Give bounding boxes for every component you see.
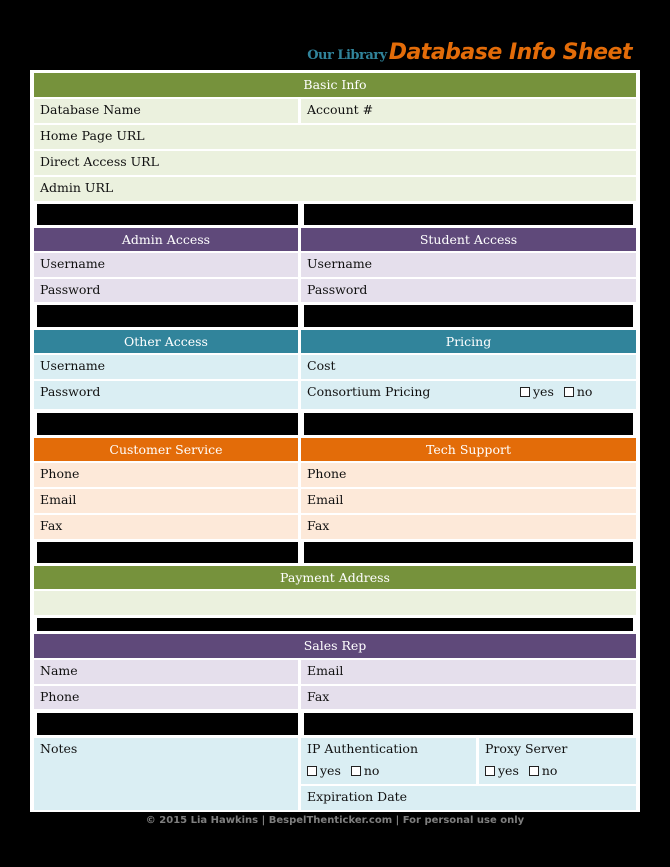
checkbox-icon[interactable] xyxy=(520,387,530,397)
spacer xyxy=(304,413,633,435)
spacer xyxy=(304,305,633,327)
checkbox-icon[interactable] xyxy=(485,766,495,776)
payment-address-field[interactable] xyxy=(34,591,636,615)
proxy-server-label: Proxy Server xyxy=(485,741,568,756)
ts-fax-field[interactable] xyxy=(301,515,636,539)
home-page-url-field[interactable] xyxy=(34,125,636,149)
notes-field[interactable] xyxy=(34,738,298,810)
other-username-label: Username xyxy=(40,358,106,373)
footer-copyright: © 2015 Lia Hawkins | BespelThenticker.com | For personal use only xyxy=(145,815,525,826)
sales-rep-header: Sales Rep xyxy=(34,634,636,658)
admin-username-label: Username xyxy=(40,256,106,271)
ts-phone-field[interactable] xyxy=(301,463,636,487)
cost-label: Cost xyxy=(307,358,336,373)
admin-url-field[interactable] xyxy=(34,177,636,201)
ip-yes-option[interactable]: yes xyxy=(307,760,341,782)
cost-field[interactable] xyxy=(301,355,636,379)
other-access-header: Other Access xyxy=(34,330,298,353)
cs-phone-field[interactable] xyxy=(34,463,298,487)
customer-service-header: Customer Service xyxy=(34,438,298,461)
home-page-url-label: Home Page URL xyxy=(40,128,145,143)
cs-fax-field[interactable] xyxy=(34,515,298,539)
sales-rep-phone-label: Phone xyxy=(40,689,80,704)
sales-rep-email-field[interactable] xyxy=(301,660,636,684)
checkbox-icon[interactable] xyxy=(307,766,317,776)
student-username-label: Username xyxy=(307,256,373,271)
admin-url-label: Admin URL xyxy=(40,180,114,195)
expiration-date-label: Expiration Date xyxy=(307,789,408,804)
ip-authentication-label: IP Authentication xyxy=(307,741,418,756)
checkbox-icon[interactable] xyxy=(351,766,361,776)
cs-email-field[interactable] xyxy=(34,489,298,513)
sales-rep-fax-field[interactable] xyxy=(301,686,636,709)
database-name-field[interactable] xyxy=(34,99,298,123)
ts-fax-label: Fax xyxy=(307,518,330,533)
admin-access-header: Admin Access xyxy=(34,228,298,251)
student-username-field[interactable] xyxy=(301,253,636,277)
pricing-header: Pricing xyxy=(301,330,636,353)
checkbox-icon[interactable] xyxy=(564,387,574,397)
form-frame xyxy=(30,70,640,812)
spacer xyxy=(37,413,298,435)
cs-phone-label: Phone xyxy=(40,466,80,481)
sales-rep-name-label: Name xyxy=(40,663,78,678)
tech-support-header: Tech Support xyxy=(301,438,636,461)
cs-fax-label: Fax xyxy=(40,518,63,533)
proxy-server-field xyxy=(479,738,636,784)
consortium-pricing-label: Consortium Pricing xyxy=(307,384,431,399)
sales-rep-fax-label: Fax xyxy=(307,689,330,704)
admin-password-label: Password xyxy=(40,282,101,297)
payment-address-header: Payment Address xyxy=(34,566,636,589)
student-password-field[interactable] xyxy=(301,279,636,302)
sales-rep-email-label: Email xyxy=(307,663,344,678)
spacer xyxy=(37,305,298,327)
admin-username-field[interactable] xyxy=(34,253,298,277)
database-name-label: Database Name xyxy=(40,102,141,117)
basic-info-header: Basic Info xyxy=(34,73,636,97)
expiration-date-field[interactable] xyxy=(301,786,636,810)
account-number-label: Account # xyxy=(307,102,374,117)
checkbox-icon[interactable] xyxy=(529,766,539,776)
notes-label: Notes xyxy=(40,741,78,756)
cs-email-label: Email xyxy=(40,492,77,507)
ts-email-field[interactable] xyxy=(301,489,636,513)
spacer xyxy=(37,713,298,735)
student-password-label: Password xyxy=(307,282,368,297)
proxy-no-option[interactable]: no xyxy=(529,760,558,782)
admin-password-field[interactable] xyxy=(34,279,298,302)
spacer xyxy=(304,542,633,563)
sheet-title xyxy=(307,40,632,65)
spacer xyxy=(304,204,633,225)
consortium-yes-option[interactable]: yes xyxy=(520,381,554,403)
direct-access-url-field[interactable] xyxy=(34,151,636,175)
consortium-no-option[interactable]: no xyxy=(564,381,593,403)
spacer xyxy=(37,204,298,225)
other-password-field[interactable] xyxy=(34,381,298,409)
student-access-header: Student Access xyxy=(301,228,636,251)
ip-no-option[interactable]: no xyxy=(351,760,380,782)
sales-rep-phone-field[interactable] xyxy=(34,686,298,709)
ts-email-label: Email xyxy=(307,492,344,507)
proxy-yes-option[interactable]: yes xyxy=(485,760,519,782)
ts-phone-label: Phone xyxy=(307,466,347,481)
consortium-pricing-field xyxy=(301,381,636,409)
sales-rep-name-field[interactable] xyxy=(34,660,298,684)
title-prefix: Our Library xyxy=(307,48,387,63)
title-main: Database Info Sheet xyxy=(388,40,632,65)
ip-authentication-field xyxy=(301,738,476,784)
other-username-field[interactable] xyxy=(34,355,298,379)
spacer xyxy=(37,542,298,563)
spacer xyxy=(304,713,633,735)
spacer xyxy=(37,618,633,631)
direct-access-url-label: Direct Access URL xyxy=(40,154,159,169)
other-password-label: Password xyxy=(40,384,101,399)
account-number-field[interactable] xyxy=(301,99,636,123)
